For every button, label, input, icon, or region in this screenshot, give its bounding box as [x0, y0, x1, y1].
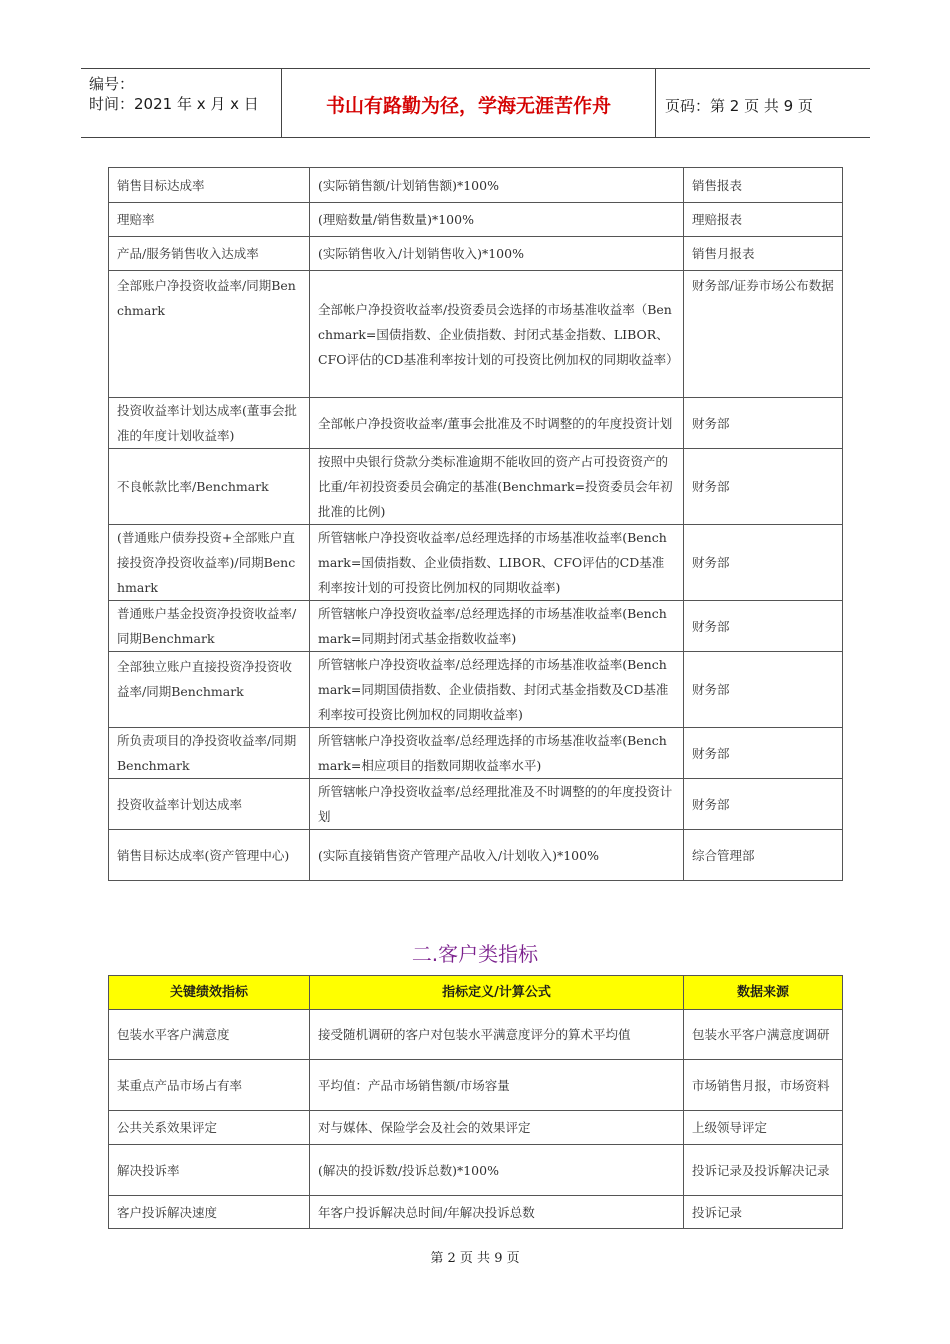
kpi-source: 投诉记录及投诉解决记录: [684, 1145, 843, 1196]
kpi-definition: 接受随机调研的客户对包装水平满意度评分的算术平均值: [310, 1010, 684, 1060]
page-footer: 第 2 页 共 9 页: [430, 1251, 520, 1266]
table-row: [109, 652, 843, 728]
kpi-name: 普通账户基金投资净投资收益率/同期Benchmark: [109, 601, 310, 652]
kpi-source: 销售报表: [684, 168, 843, 203]
kpi-source: 销售月报表: [684, 237, 843, 271]
kpi-source: 综合管理部: [684, 830, 843, 881]
kpi-name: 全部独立账户直接投资净投资收益率/同期Benchmark: [109, 652, 310, 728]
kpi-source: 理赔报表: [684, 203, 843, 237]
kpi-name: 不良帐款比率/Benchmark: [109, 449, 310, 525]
table-row: [109, 1010, 843, 1060]
header-meta: [81, 69, 281, 137]
document-number: 编号：: [89, 75, 135, 93]
kpi-source: 包装水平客户满意度调研: [684, 1010, 843, 1060]
kpi-source: 财务部: [684, 652, 843, 728]
header-page-number: 页码：第 2 页 共 9 页: [665, 97, 813, 115]
kpi-definition: 所管辖帐户净投资收益率/总经理批准及不时调整的的年度投资计划: [310, 779, 684, 830]
table-row: [109, 830, 843, 881]
kpi-name: 所负责项目的净投资收益率/同期Benchmark: [109, 728, 310, 779]
kpi-table-customer: [108, 975, 843, 1229]
kpi-table-financial: [108, 167, 843, 881]
header-motto-cell: [281, 69, 656, 137]
page-header: [81, 68, 870, 138]
kpi-definition: (实际销售额/计划销售额)*100%: [310, 168, 684, 203]
kpi-source: 财务部/证券市场公布数据: [684, 271, 843, 398]
kpi-source: 上级领导评定: [684, 1111, 843, 1145]
table-row: [109, 271, 843, 398]
kpi-definition: 平均值：产品市场销售额/市场容量: [310, 1060, 684, 1111]
table-row: [109, 449, 843, 525]
kpi-name: 全部账户净投资收益率/同期Benchmark: [109, 271, 310, 398]
kpi-definition: 所管辖帐户净投资收益率/总经理选择的市场基准收益率(Benchmark=相应项目的指数同期收益率水平): [310, 728, 684, 779]
kpi-name: 解决投诉率: [109, 1145, 310, 1196]
header-page-cell: [655, 69, 870, 137]
kpi-definition: (实际直接销售资产管理产品收入/计划收入)*100%: [310, 830, 684, 881]
table-row: [109, 1196, 843, 1229]
table-row: [109, 168, 843, 203]
column-header-definition: 指标定义/计算公式: [310, 976, 684, 1010]
kpi-source: 财务部: [684, 779, 843, 830]
kpi-source: 财务部: [684, 449, 843, 525]
kpi-definition: 所管辖帐户净投资收益率/总经理选择的市场基准收益率(Benchmark=同期封闭式基金指数收益率): [310, 601, 684, 652]
kpi-source: 市场销售月报，市场资料: [684, 1060, 843, 1111]
document-date: 时间：2021 年 x 月 x 日: [89, 95, 259, 113]
kpi-definition: 按照中央银行贷款分类标准逾期不能收回的资产占可投资资产的比重/年初投资委员会确定的基准(Benchmark=投资委员会年初批准的比例): [310, 449, 684, 525]
kpi-source: 财务部: [684, 601, 843, 652]
column-header-source: 数据来源: [684, 976, 843, 1010]
column-header-kpi: 关键绩效指标: [109, 976, 310, 1010]
kpi-definition: (理赔数量/销售数量)*100%: [310, 203, 684, 237]
kpi-source: 财务部: [684, 525, 843, 601]
kpi-name: 包装水平客户满意度: [109, 1010, 310, 1060]
kpi-definition: 对与媒体、保险学会及社会的效果评定: [310, 1111, 684, 1145]
table-row: [109, 1145, 843, 1196]
kpi-name: 销售目标达成率(资产管理中心): [109, 830, 310, 881]
kpi-name: 理赔率: [109, 203, 310, 237]
section-title-customer: 二.客户类指标: [411, 942, 539, 966]
kpi-name: 投资收益率计划达成率: [109, 779, 310, 830]
kpi-name: (普通账户债券投资+全部账户直接投资净投资收益率)/同期Benchmark: [109, 525, 310, 601]
kpi-definition: 所管辖帐户净投资收益率/总经理选择的市场基准收益率(Benchmark=国债指数、企业债指数、LIBOR、CFO评估的CD基准利率按计划的可投资比例加权的同期收益率): [310, 525, 684, 601]
kpi-definition: 所管辖帐户净投资收益率/总经理选择的市场基准收益率(Benchmark=同期国债指数、企业债指数、封闭式基金指数及CD基准利率按可投资比例加权的同期收益率): [310, 652, 684, 728]
kpi-name: 客户投诉解决速度: [109, 1196, 310, 1229]
kpi-name: 某重点产品市场占有率: [109, 1060, 310, 1111]
table-row: [109, 398, 843, 449]
kpi-name: 销售目标达成率: [109, 168, 310, 203]
kpi-definition: 全部帐户净投资收益率/董事会批准及不时调整的的年度投资计划: [310, 398, 684, 449]
table-row: [109, 237, 843, 271]
table-row: [109, 728, 843, 779]
table-row: [109, 1111, 843, 1145]
kpi-source: 财务部: [684, 398, 843, 449]
table-row: [109, 601, 843, 652]
kpi-source: 投诉记录: [684, 1196, 843, 1229]
kpi-definition: 全部帐户净投资收益率/投资委员会选择的市场基准收益率（Benchmark=国债指数、企业债指数、封闭式基金指数、LIBOR、CFO评估的CD基准利率按计划的可投资比例加权的同期收益率）: [310, 271, 684, 398]
kpi-name: 公共关系效果评定: [109, 1111, 310, 1145]
kpi-definition: (实际销售收入/计划销售收入)*100%: [310, 237, 684, 271]
table-row: [109, 1060, 843, 1111]
table-header-row: [109, 976, 843, 1010]
kpi-definition: 年客户投诉解决总时间/年解决投诉总数: [310, 1196, 684, 1229]
table-row: [109, 525, 843, 601]
kpi-name: 产品/服务销售收入达成率: [109, 237, 310, 271]
kpi-definition: (解决的投诉数/投诉总数)*100%: [310, 1145, 684, 1196]
kpi-source: 财务部: [684, 728, 843, 779]
header-motto: 书山有路勤为径，学海无涯苦作舟: [325, 95, 611, 117]
kpi-name: 投资收益率计划达成率(董事会批准的年度计划收益率): [109, 398, 310, 449]
table-row: [109, 779, 843, 830]
table-row: [109, 203, 843, 237]
